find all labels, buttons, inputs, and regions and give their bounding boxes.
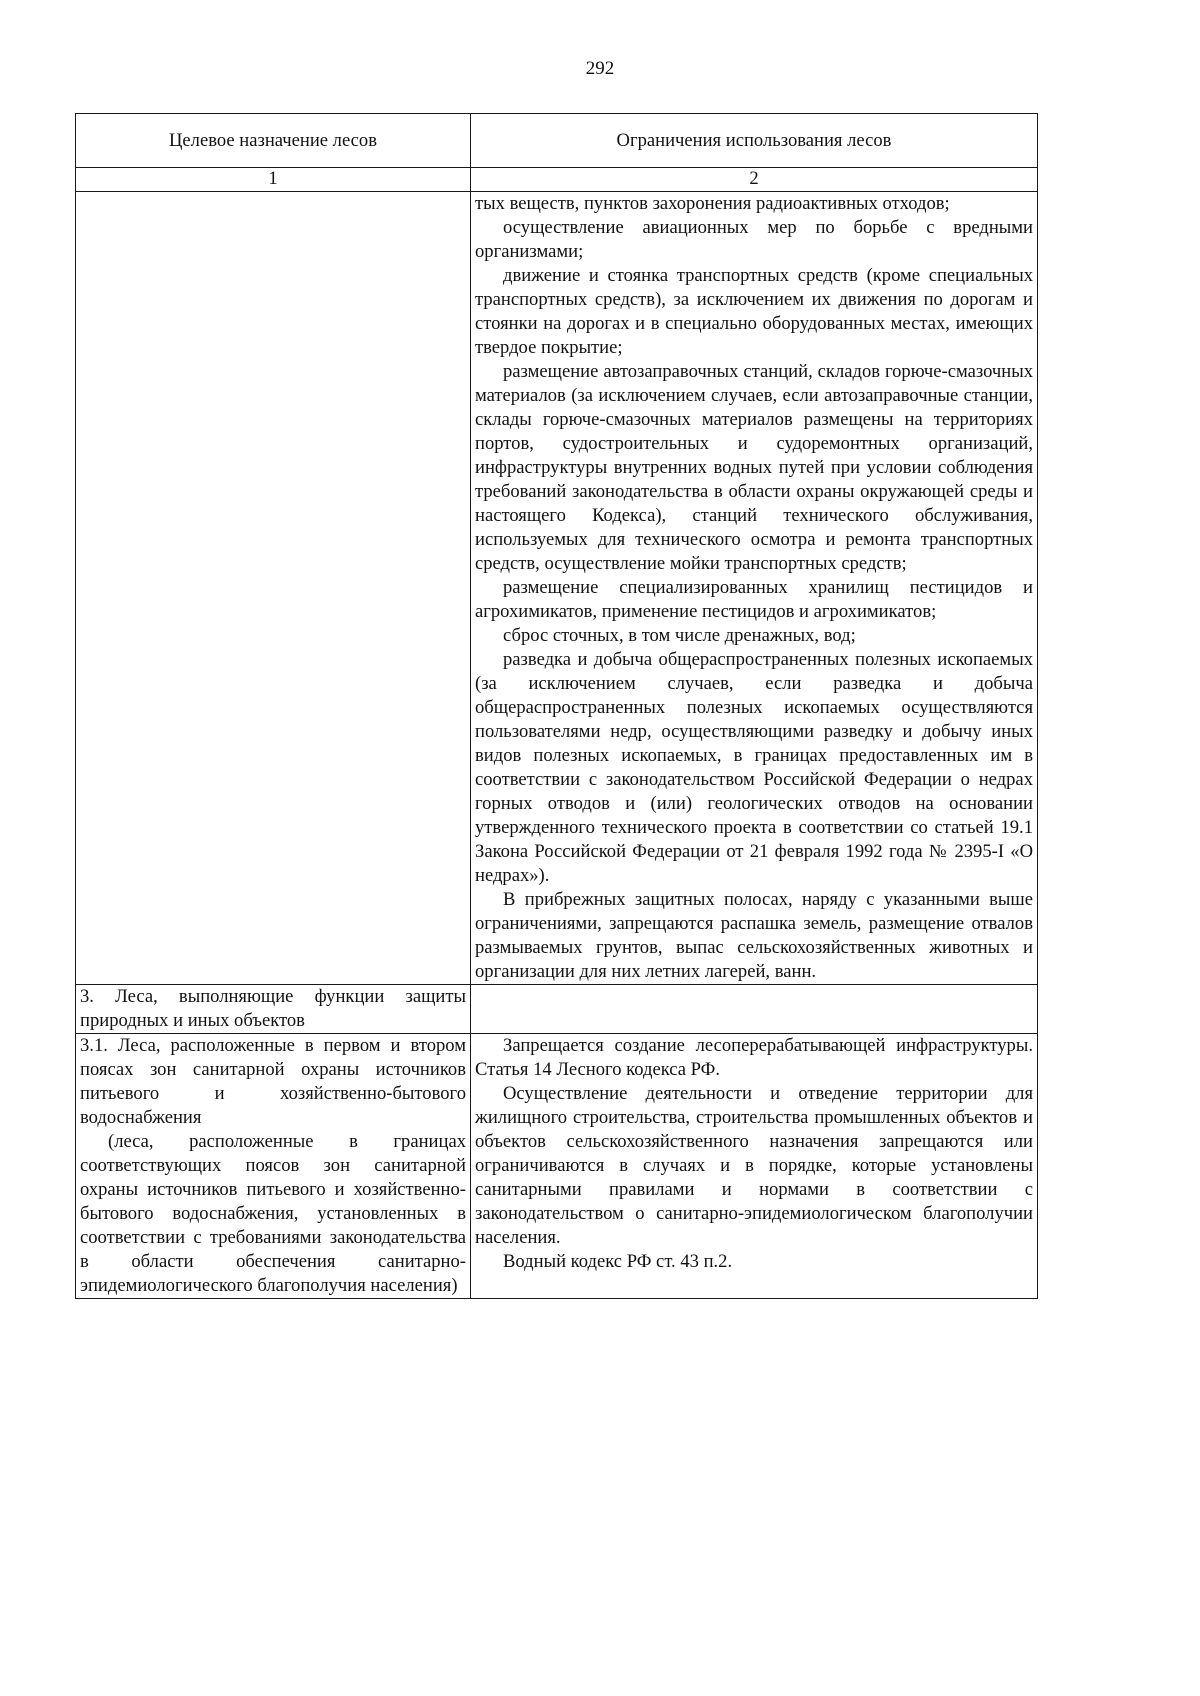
- paragraph: движение и стоянка транспортных средств (кроме специальных транспортных средств), за исключением их движения по дорогам и стоянки на дорогах и в специально оборудованных местах, имеющих твердое покрытие;: [475, 265, 1033, 358]
- paragraph: сброс сточных, в том числе дренажных, вод;: [503, 625, 856, 646]
- paragraph: В прибрежных защитных полосах, наряду с указанными выше ограничениями, запрещаются распашка земель, размещение отвалов размываемых грунтов, выпас сельскохозяйственных животных и организации для них летних лагерей, ванн.: [475, 889, 1033, 982]
- paragraph: разведка и добыча общераспространенных полезных ископаемых (за исключением случаев, если разведка и добыча общераспространенных полезных ископаемых осуществляются пользователями недр, осуществляющими разведку и добычу иных видов полезных ископаемых, в границах предоставленных им в соответствии с законодательством Российской Федерации о недрах горных отводов и (или) геологических отводов на основании утвержденного технического проекта в соответствии со статьей 19.1 Закона Российской Федерации от 21 февраля 1992 года № 2395-I «О недрах»).: [475, 649, 1033, 886]
- cell-purpose: [76, 1034, 471, 1299]
- table-row: [76, 192, 1038, 985]
- paragraph: осуществление авиационных мер по борьбе с вредными организмами;: [475, 217, 1033, 262]
- table-row: [76, 1034, 1038, 1299]
- paragraph: Осуществление деятельности и отведение территории для жилищного строительства, строительства промышленных объектов и объектов сельскохозяйственного назначения запрещаются или ограничиваются в случаях и в порядке, которые установлены санитарными правилами и нормами в соответствии с законодательством о санитарно-эпидемиологическом благополучии населения.: [475, 1083, 1033, 1248]
- paragraph: тых веществ, пунктов захоронения радиоактивных отходов;: [475, 193, 950, 214]
- column-number: 1: [76, 168, 471, 192]
- section-heading: 3. Леса, выполняющие функции защиты природных и иных объектов: [80, 986, 466, 1031]
- paragraph: Водный кодекс РФ ст. 43 п.2.: [503, 1251, 733, 1272]
- page-number: 292: [585, 58, 615, 79]
- cell-restrictions: [471, 192, 1038, 985]
- paragraph: Запрещается создание лесоперерабатывающей инфраструктуры. Статья 14 Лесного кодекса РФ.: [475, 1035, 1033, 1080]
- cell-purpose: [76, 192, 471, 985]
- forest-restrictions-table: [75, 113, 1038, 1299]
- column-number-row: [76, 168, 1038, 192]
- table-row: [76, 985, 1038, 1034]
- column-header-restrictions: Ограничения использования лесов: [471, 114, 1038, 168]
- column-number: 2: [471, 168, 1038, 192]
- paragraph: 3.1. Леса, расположенные в первом и втором поясах зон санитарной охраны источников питьевого и хозяйственно-бытового водоснабжения: [80, 1035, 466, 1128]
- paragraph: (леса, расположенные в границах соответствующих поясов зон санитарной охраны источников питьевого и хозяйственно-бытового водоснабжения, установленных в соответствии с требованиями законодательства в области обеспечения санитарно-эпидемиологического благополучия населения): [80, 1131, 466, 1296]
- paragraph: размещение автозаправочных станций, складов горюче-смазочных материалов (за исключением случаев, если автозаправочные станции, склады горюче-смазочных материалов размещены на территориях портов, судостроительных и судоремонтных организаций, инфраструктуры внутренних водных путей при условии соблюдения требований законодательства в области охраны окружающей среды и настоящего Кодекса), станций технического обслуживания, используемых для технического осмотра и ремонта транспортных средств, осуществление мойки транспортных средств;: [475, 361, 1033, 574]
- cell-purpose: [76, 985, 471, 1034]
- table-header-row: [76, 114, 1038, 168]
- paragraph: размещение специализированных хранилищ пестицидов и агрохимикатов, применение пестицидов и агрохимикатов;: [475, 577, 1033, 622]
- cell-restrictions: [471, 1034, 1038, 1299]
- column-header-purpose: Целевое назначение лесов: [76, 114, 471, 168]
- cell-restrictions: [471, 985, 1038, 1034]
